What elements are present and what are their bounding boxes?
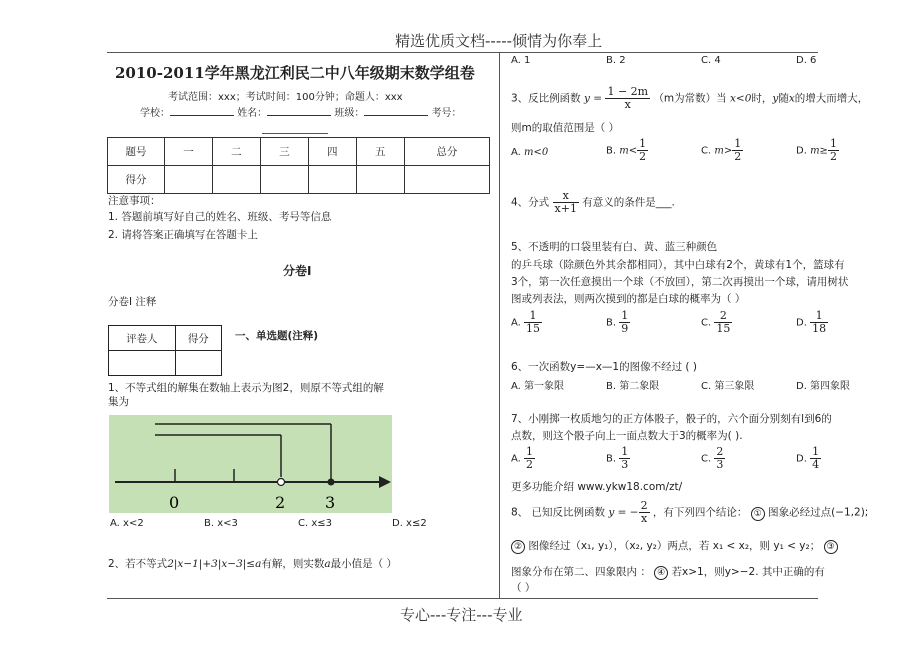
opt-label: D.: [796, 453, 807, 465]
frac-den: 4: [812, 458, 820, 471]
frac-num: 1: [524, 310, 542, 323]
frac-den: 2: [526, 458, 534, 471]
score-row-label: 得分: [108, 166, 165, 194]
q3-option-b[interactable]: [606, 138, 648, 163]
opt-fraction: [524, 310, 542, 335]
opt-label: D.: [796, 145, 807, 157]
q6-option-a[interactable]: A. 第一象限: [511, 381, 565, 392]
opt-label: B.: [606, 453, 617, 465]
open-dot-2: [278, 479, 285, 486]
q2-option-b[interactable]: B. 2: [606, 55, 626, 66]
frac-num: 1: [639, 137, 647, 150]
q3-option-c[interactable]: [701, 138, 743, 163]
circled-4-icon: ④: [654, 566, 668, 580]
q5-line: 3个，第一次任意摸出一个球（不放回），第二次再摸出一个球，请用树状: [511, 276, 849, 288]
q2-option-a[interactable]: A. 1: [511, 55, 531, 66]
more-link[interactable]: 更多功能介绍 www.ykw18.com/zt/: [511, 481, 683, 493]
q2-text: [108, 557, 397, 571]
opt-expr: m<: [619, 145, 638, 157]
frac-den: 2: [829, 150, 837, 163]
exam-info: 考试范围：xxx；考试时间：100分钟；命题人：xxx: [168, 92, 403, 103]
note-item: 1. 答题前填写好自己的姓名、班级、考号等信息: [108, 211, 332, 223]
q6-option-d[interactable]: D. 第四象限: [796, 381, 851, 392]
q7-option-c[interactable]: [701, 446, 725, 471]
q1-option-c[interactable]: C. x≤3: [298, 518, 332, 529]
q3-rest: 的增大而增大，: [794, 92, 869, 105]
q5-line: 图或列表法，则两次摸到的都是白球的概率为（ ）: [511, 293, 746, 305]
frac-num: 2: [714, 310, 732, 323]
page-header: 精选优质文档-----倾情为你奉上: [395, 32, 603, 50]
frac-num: 2: [716, 445, 724, 458]
q2-var: a: [324, 558, 331, 570]
q3-func-y: y =: [584, 92, 603, 105]
frac-den: 2: [639, 150, 647, 163]
circled-2-icon: ②: [511, 540, 525, 554]
score-cell[interactable]: [165, 166, 213, 194]
q3-paren: （m为常数）当: [653, 92, 727, 105]
score-header: 总分: [404, 138, 489, 166]
q8-num: 2: [640, 499, 648, 512]
q3-inc: 随: [778, 92, 789, 105]
opt-label: C.: [701, 453, 712, 465]
q2-option-d[interactable]: D. 6: [796, 55, 817, 66]
frac-num: 1: [810, 310, 828, 323]
q7-line: 7、小刚掷一枚质地匀的正方体骰子，骰子的，六个面分别刻有l到6的: [511, 413, 832, 425]
q8-pre: 8、 已知反比例函数: [511, 506, 606, 519]
q6-option-b[interactable]: B. 第二象限: [606, 381, 660, 392]
short-rule: [262, 133, 328, 134]
class-label: 班级：: [334, 108, 365, 119]
q5-line: 的乒乓球（除颜色外其余都相同），其中白球有2个，黄球有1个，篮球有: [511, 259, 845, 271]
circled-3-icon: ③: [824, 540, 838, 554]
q8-line3: [511, 565, 825, 580]
figure-background: [109, 415, 392, 513]
opt-label: B.: [606, 317, 617, 329]
q4-pre: 4、分式: [511, 196, 550, 209]
q3-line1: [511, 86, 868, 111]
q3-num: 1 − 2m: [607, 85, 649, 98]
q1-option-b[interactable]: B. x<3: [204, 518, 238, 529]
q8-end: （ ）: [511, 582, 536, 594]
opt-fraction: [524, 446, 535, 471]
school-label: 学校：: [140, 108, 170, 119]
name-label: 姓名：: [237, 108, 268, 119]
score-header: 题号: [108, 138, 165, 166]
opt-fraction: [619, 310, 630, 335]
q4-text: [511, 190, 675, 215]
closed-dot-3: [328, 479, 335, 486]
q4-post: 有意义的条件是___.: [582, 196, 675, 209]
q6-text: 6、一次函数y=—x—1的图像不经过 ( ): [511, 361, 697, 373]
note-item: 2. 请将答案正确填写在答题卡上: [108, 229, 258, 241]
q4-den: x+1: [554, 202, 577, 215]
q5-option-d[interactable]: [796, 310, 828, 335]
part-title: 一、单选题(注释): [235, 330, 319, 342]
score-header: 三: [260, 138, 308, 166]
opt-label: C.: [701, 145, 712, 157]
number-label: 考号：: [431, 108, 462, 119]
q8-c3-text: 图象分布在第二、四象限内 ：: [511, 566, 651, 578]
notes-title: 注意事项：: [108, 195, 161, 207]
q6-option-c[interactable]: C. 第三象限: [701, 381, 755, 392]
score-header: 一: [165, 138, 213, 166]
frac-den: 15: [526, 322, 541, 335]
score-header: 二: [212, 138, 260, 166]
school-blank[interactable]: [170, 115, 234, 116]
section-note: 分卷I 注释: [108, 296, 157, 308]
q8-c4-text: 若x>1，则y>−2. 其中正确的有: [671, 566, 825, 578]
q2-option-c[interactable]: C. 4: [701, 55, 721, 66]
opt-label: A.: [511, 453, 521, 465]
label-0: 0: [169, 493, 180, 512]
score-cell[interactable]: [404, 166, 489, 194]
q3-pre: 3、反比例函数: [511, 92, 581, 105]
frac-den: 15: [716, 322, 731, 335]
column-divider: [499, 53, 500, 598]
q7-option-a[interactable]: [511, 446, 535, 471]
q5-option-b[interactable]: [606, 310, 630, 335]
q2-expr: 2|x−1|+3|x−3|≤a: [167, 558, 262, 570]
grader-cell[interactable]: [175, 351, 221, 376]
opt-label: A.: [511, 317, 521, 329]
opt-fraction: [714, 446, 725, 471]
frac-den: 2: [734, 150, 742, 163]
score-cell[interactable]: [308, 166, 356, 194]
class-blank[interactable]: [364, 115, 428, 116]
opt-expr: m<0: [524, 147, 549, 158]
opt-label: B.: [606, 145, 617, 157]
opt-expr: m≥: [810, 145, 828, 157]
frac-den: 18: [812, 322, 827, 335]
q3-den: x: [624, 98, 631, 111]
circled-1-icon: ①: [751, 507, 765, 521]
score-table: [107, 137, 490, 194]
grader-table: [108, 325, 222, 376]
score-cell[interactable]: [356, 166, 404, 194]
exam-title: 2010-2011学年黑龙江利民二中八年级期末数学组卷: [115, 64, 475, 82]
frac-den: 9: [621, 322, 629, 335]
header-rule: [107, 52, 818, 53]
name-blank[interactable]: [267, 115, 331, 116]
label-2: 2: [275, 493, 286, 512]
grader-header: 得分: [175, 326, 221, 351]
page-footer: 专心---专注---专业: [400, 606, 523, 624]
q7-option-b[interactable]: [606, 446, 630, 471]
frac-num: 1: [621, 445, 629, 458]
q3-option-a[interactable]: [511, 147, 548, 158]
q3-line2: 则m的取值范围是（ ）: [511, 122, 620, 134]
score-cell[interactable]: [260, 166, 308, 194]
opt-fraction: [810, 310, 828, 335]
q2-end: 最小值是（ ）: [330, 558, 397, 570]
q1-option-a[interactable]: A. x<2: [110, 518, 144, 529]
q7-line: 点数，则这个骰子向上一面点数大于3的概率为( ).: [511, 430, 743, 442]
q7-option-d[interactable]: [796, 446, 821, 471]
section-title: 分卷I: [283, 264, 312, 278]
q5-option-c[interactable]: [701, 310, 732, 335]
opt-fraction: [714, 310, 732, 335]
frac-num: 1: [526, 445, 534, 458]
grader-cell[interactable]: [109, 351, 176, 376]
opt-fraction: [619, 446, 630, 471]
q5-option-a[interactable]: [511, 310, 542, 335]
q3-option-d[interactable]: [796, 138, 839, 163]
q3-cond: x<0: [730, 92, 752, 105]
label-3: 3: [325, 493, 336, 512]
q8-line2: [511, 539, 838, 554]
opt-fraction: [637, 138, 648, 163]
score-header: 五: [356, 138, 404, 166]
frac-num: 1: [621, 309, 629, 322]
q8-line1: [511, 500, 868, 525]
q8-post: ，有下列四个结论：: [652, 506, 748, 519]
q3-fraction: [605, 86, 650, 111]
q1-text: 1、不等式组的解集在数轴上表示为图2，则原不等式组的解集为: [108, 382, 384, 408]
grader-header: 评卷人: [109, 326, 176, 351]
q1-option-d[interactable]: D. x≤2: [392, 518, 427, 529]
opt-expr: m>: [714, 145, 733, 157]
q4-num: x: [553, 190, 579, 203]
q8-func: y = −: [608, 506, 639, 519]
opt-label: A.: [511, 147, 521, 158]
footer-rule: [107, 598, 818, 599]
frac-den: 3: [621, 458, 629, 471]
q8-fraction: [639, 500, 650, 525]
frac-num: 1: [812, 445, 820, 458]
frac-num: 1: [734, 137, 742, 150]
q2-pre: 2、若不等式: [108, 558, 168, 570]
q2-post: 有解，则实数: [261, 558, 325, 570]
q8-c1-text: 图象必经过点(−1,2);: [768, 506, 869, 519]
q8-den: x: [640, 512, 648, 525]
opt-fraction: [828, 138, 839, 163]
q3-y: y: [772, 92, 779, 105]
q1-number-line-figure: [109, 415, 392, 513]
q4-fraction: [553, 190, 579, 215]
score-cell[interactable]: [212, 166, 260, 194]
opt-fraction: [810, 446, 821, 471]
frac-num: 1: [829, 137, 837, 150]
q3-x: x: [788, 92, 795, 105]
q8-c2-text: 图像经过（x₁, y₁），（x₂, y₂）两点，若 x₁ < x₂，则 y₁ < y₂；: [528, 540, 821, 552]
opt-fraction: [732, 138, 743, 163]
opt-label: D.: [796, 317, 807, 329]
q3-mid: 时，: [751, 92, 773, 105]
opt-label: C.: [701, 317, 712, 329]
q5-line: 5、不透明的口袋里装有白、黄、蓝三种颜色: [511, 241, 718, 253]
score-header: 四: [308, 138, 356, 166]
student-fields: [140, 104, 462, 119]
frac-den: 3: [716, 458, 724, 471]
